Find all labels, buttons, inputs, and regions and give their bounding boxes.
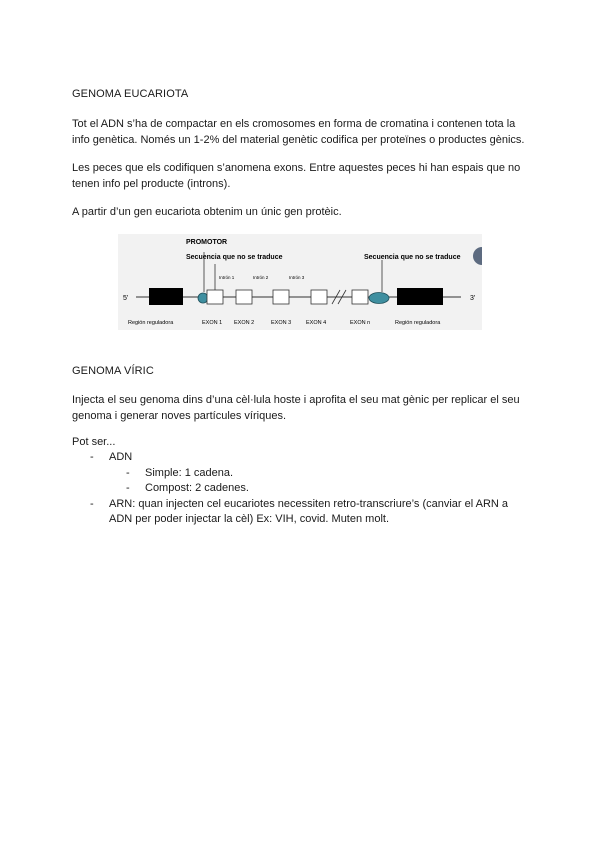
promoter-shape bbox=[198, 293, 208, 303]
seq-left-label: Secuencia que no se traduce bbox=[186, 254, 283, 261]
intron-3-label: Intrón 3 bbox=[289, 275, 305, 280]
end-3-label: 3' bbox=[470, 295, 476, 302]
exon-3-box bbox=[273, 290, 289, 304]
gene-structure-diagram bbox=[118, 234, 482, 330]
region-right-label: Región reguladora bbox=[395, 320, 441, 326]
heading-genoma-viric: GENOMA VÍRIC bbox=[72, 365, 154, 377]
list-item-compost: - Compost: 2 cadenes. bbox=[126, 482, 249, 494]
exon-1-box bbox=[207, 290, 223, 304]
regulatory-block-right bbox=[397, 288, 443, 305]
paragraph-exons: Les peces que els codifiquen s’anomena exons. Entre aquestes peces hi han espais que no tenen info pel producte (introns). bbox=[72, 162, 521, 190]
exon-n-box bbox=[352, 290, 368, 304]
paragraph-cromatina: Tot el ADN s’ha de compactar en els cromosomes en forma de cromatina i contenen tota la info genètica. Només un 1-2% del material genètic codifica per proteïnes o productes gènics. bbox=[72, 118, 525, 146]
terminator-shape bbox=[369, 293, 389, 304]
exon-n-label: EXON n bbox=[350, 320, 371, 326]
intron-1-label: Intrón 1 bbox=[219, 275, 235, 280]
list-item-arn: - ARN: quan injecten cel eucariotes necessiten retro-transcriure’s (canviar el ARN a ADN per poder injectar la cèl) Ex: VIH, covid. Muten molt. bbox=[90, 497, 509, 525]
virus-type-list bbox=[72, 450, 532, 528]
exon-2-box bbox=[236, 290, 252, 304]
region-left-label: Región reguladora bbox=[128, 320, 174, 326]
gene-diagram-svg bbox=[118, 234, 482, 330]
exon-4-box bbox=[311, 290, 327, 304]
exon-2-label: EXON 2 bbox=[234, 320, 255, 326]
regulatory-block-left bbox=[149, 288, 183, 305]
exon-3-label: EXON 3 bbox=[271, 320, 292, 326]
promotor-label: PROMOTOR bbox=[186, 239, 228, 246]
end-5-label: 5' bbox=[123, 295, 129, 302]
list-item-simple: - Simple: 1 cadena. bbox=[126, 466, 234, 479]
exon-1-label: EXON 1 bbox=[202, 320, 223, 326]
exon-4-label: EXON 4 bbox=[306, 320, 327, 326]
paragraph-gen-protеic: A partir d’un gen eucariota obtenim un únic gen protèic. bbox=[72, 206, 342, 218]
paragraph-pot-ser: Pot ser... bbox=[72, 436, 116, 448]
paragraph-injecta: Injecta el seu genoma dins d’una cèl·lula hoste i aprofita el seu mat gènic per replicar el seu genoma i generar noves partícules víriques. bbox=[72, 394, 520, 422]
seq-right-label: Secuencia que no se traduce bbox=[364, 254, 461, 261]
heading-genoma-eucariota: GENOMA EUCARIOTA bbox=[72, 88, 189, 100]
edge-decoration-icon bbox=[473, 247, 482, 265]
list-item-adn: - ADN bbox=[90, 451, 133, 463]
intron-2-label: Intrón 2 bbox=[253, 275, 269, 280]
